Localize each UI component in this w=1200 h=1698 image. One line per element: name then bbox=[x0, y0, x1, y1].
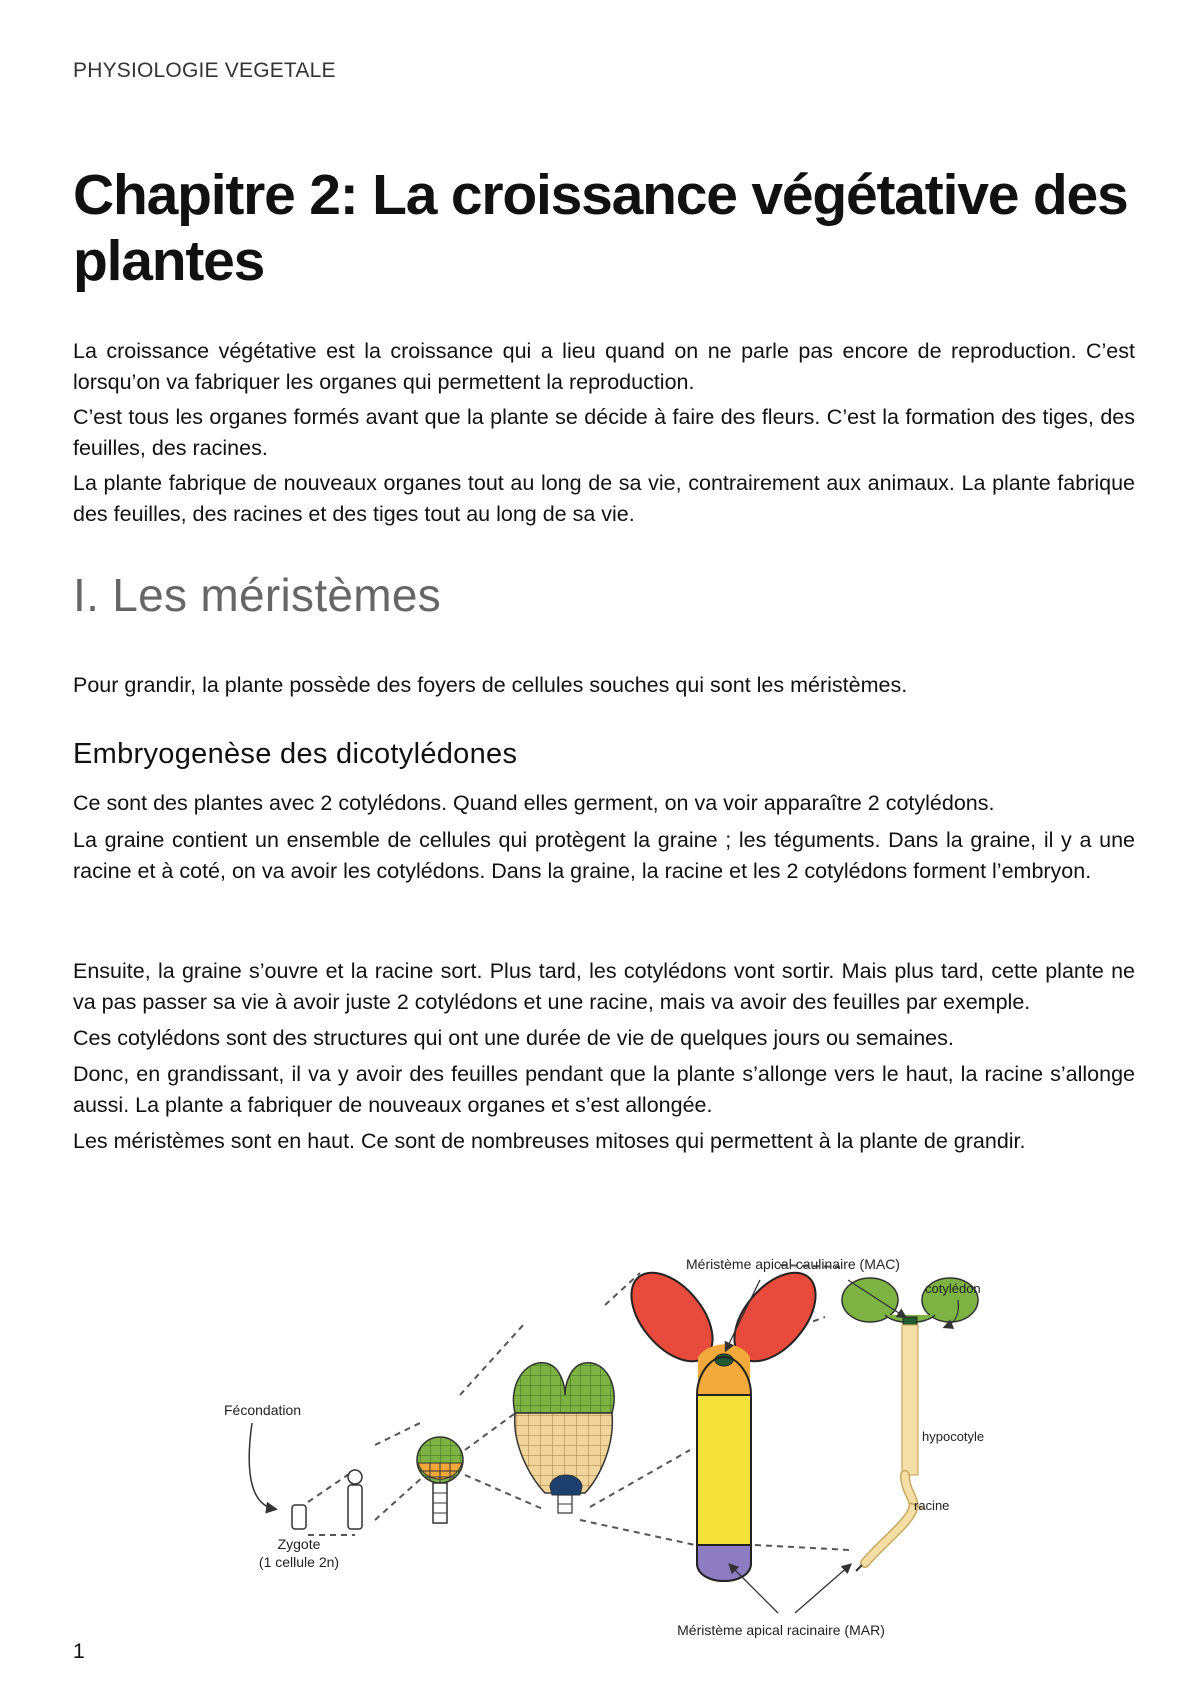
section-heading: I. Les méristèmes bbox=[73, 569, 442, 621]
body-paragraph: Ensuite, la graine s’ouvre et la racine sort. Plus tard, les cotylédons vont sortir. Mais plus tard, cette plante ne va pas passer sa vie à avoir juste 2 cotylédons et une racine, mais va avoir des feuilles par exemple. bbox=[73, 959, 1135, 1014]
section-intro-paragraph: Pour grandir, la plante possède des foyers de cellules souches qui sont les méristèmes. bbox=[73, 673, 908, 697]
body-paragraph: Ces cotylédons sont des structures qui ont une durée de vie de quelques jours ou semaines. bbox=[73, 1026, 954, 1050]
body-paragraph: Les méristèmes sont en haut. Ce sont de nombreuses mitoses qui permettent à la plante de grandir. bbox=[73, 1129, 1026, 1153]
embryogenesis-diagram bbox=[0, 1245, 1200, 1645]
body-paragraph: Donc, en grandissant, il va y avoir des feuilles pendant que la plante s’allonge vers le haut, la racine s’allonge aussi. La plante a fabriquer de nouveaux organes et s’est allongée. bbox=[73, 1062, 1135, 1117]
mar-arrow-seedling bbox=[795, 1565, 850, 1613]
running-header: PHYSIOLOGIE VEGETALE bbox=[73, 59, 336, 82]
body-paragraph: La graine contient un ensemble de cellules qui protègent la graine ; les téguments. Dans la graine, il y a une racine et à coté, on va avoir les cotylédons. Dans la graine, la racine et les 2 cotylédons forment l’embryon. bbox=[73, 828, 1135, 883]
subsection-block-b bbox=[73, 956, 1135, 1157]
embryogenesis-figure bbox=[0, 1245, 1200, 1645]
fecondation-label: Fécondation bbox=[224, 1402, 302, 1418]
mac-label: Méristème apical caulinaire (MAC) bbox=[686, 1256, 900, 1272]
heart-embryo bbox=[513, 1363, 614, 1513]
chapter-title: Chapitre 2: La croissance végétative des plantes bbox=[73, 163, 1128, 293]
intro-paragraph: La croissance végétative est la croissance qui a lieu quand on ne parle pas encore de reproduction. C’est lorsqu’on va fabriquer les organes qui permettent la reproduction. bbox=[73, 339, 1135, 394]
chapter-intro bbox=[73, 336, 1135, 530]
cotyledon-label: cotylédon bbox=[925, 1281, 981, 1296]
mar-label: Méristème apical racinaire (MAR) bbox=[677, 1622, 885, 1638]
page-number: 1 bbox=[73, 1640, 85, 1663]
two-cell-embryo bbox=[348, 1470, 362, 1529]
subsection-heading: Embryogenèse des dicotylédones bbox=[73, 738, 518, 770]
torpedo-embryo bbox=[616, 1258, 832, 1581]
mar-arrow-embryo bbox=[730, 1565, 778, 1613]
fecondation-arrow bbox=[249, 1423, 275, 1509]
zygote-cell bbox=[292, 1505, 306, 1529]
hypocotyle-label: hypocotyle bbox=[922, 1429, 985, 1444]
globular-embryo bbox=[417, 1437, 463, 1523]
zygote-note: (1 cellule 2n) bbox=[258, 1554, 340, 1570]
intro-paragraph: La plante fabrique de nouveaux organes tout au long de sa vie, contrairement aux animaux. La plante fabrique des feuilles, des racines et des tiges tout au long de sa vie. bbox=[73, 471, 1135, 526]
racine-label: racine bbox=[914, 1498, 950, 1513]
body-paragraph: Ce sont des plantes avec 2 cotylédons. Quand elles germent, on va voir apparaître 2 cotylédons. bbox=[73, 791, 995, 815]
zygote-label: Zygote bbox=[277, 1536, 321, 1552]
subsection-block-a bbox=[73, 788, 1135, 887]
seedling bbox=[842, 1278, 978, 1571]
intro-paragraph: C’est tous les organes formés avant que la plante se décide à faire des fleurs. C’est la formation des tiges, des feuilles, des racines. bbox=[73, 405, 1135, 460]
